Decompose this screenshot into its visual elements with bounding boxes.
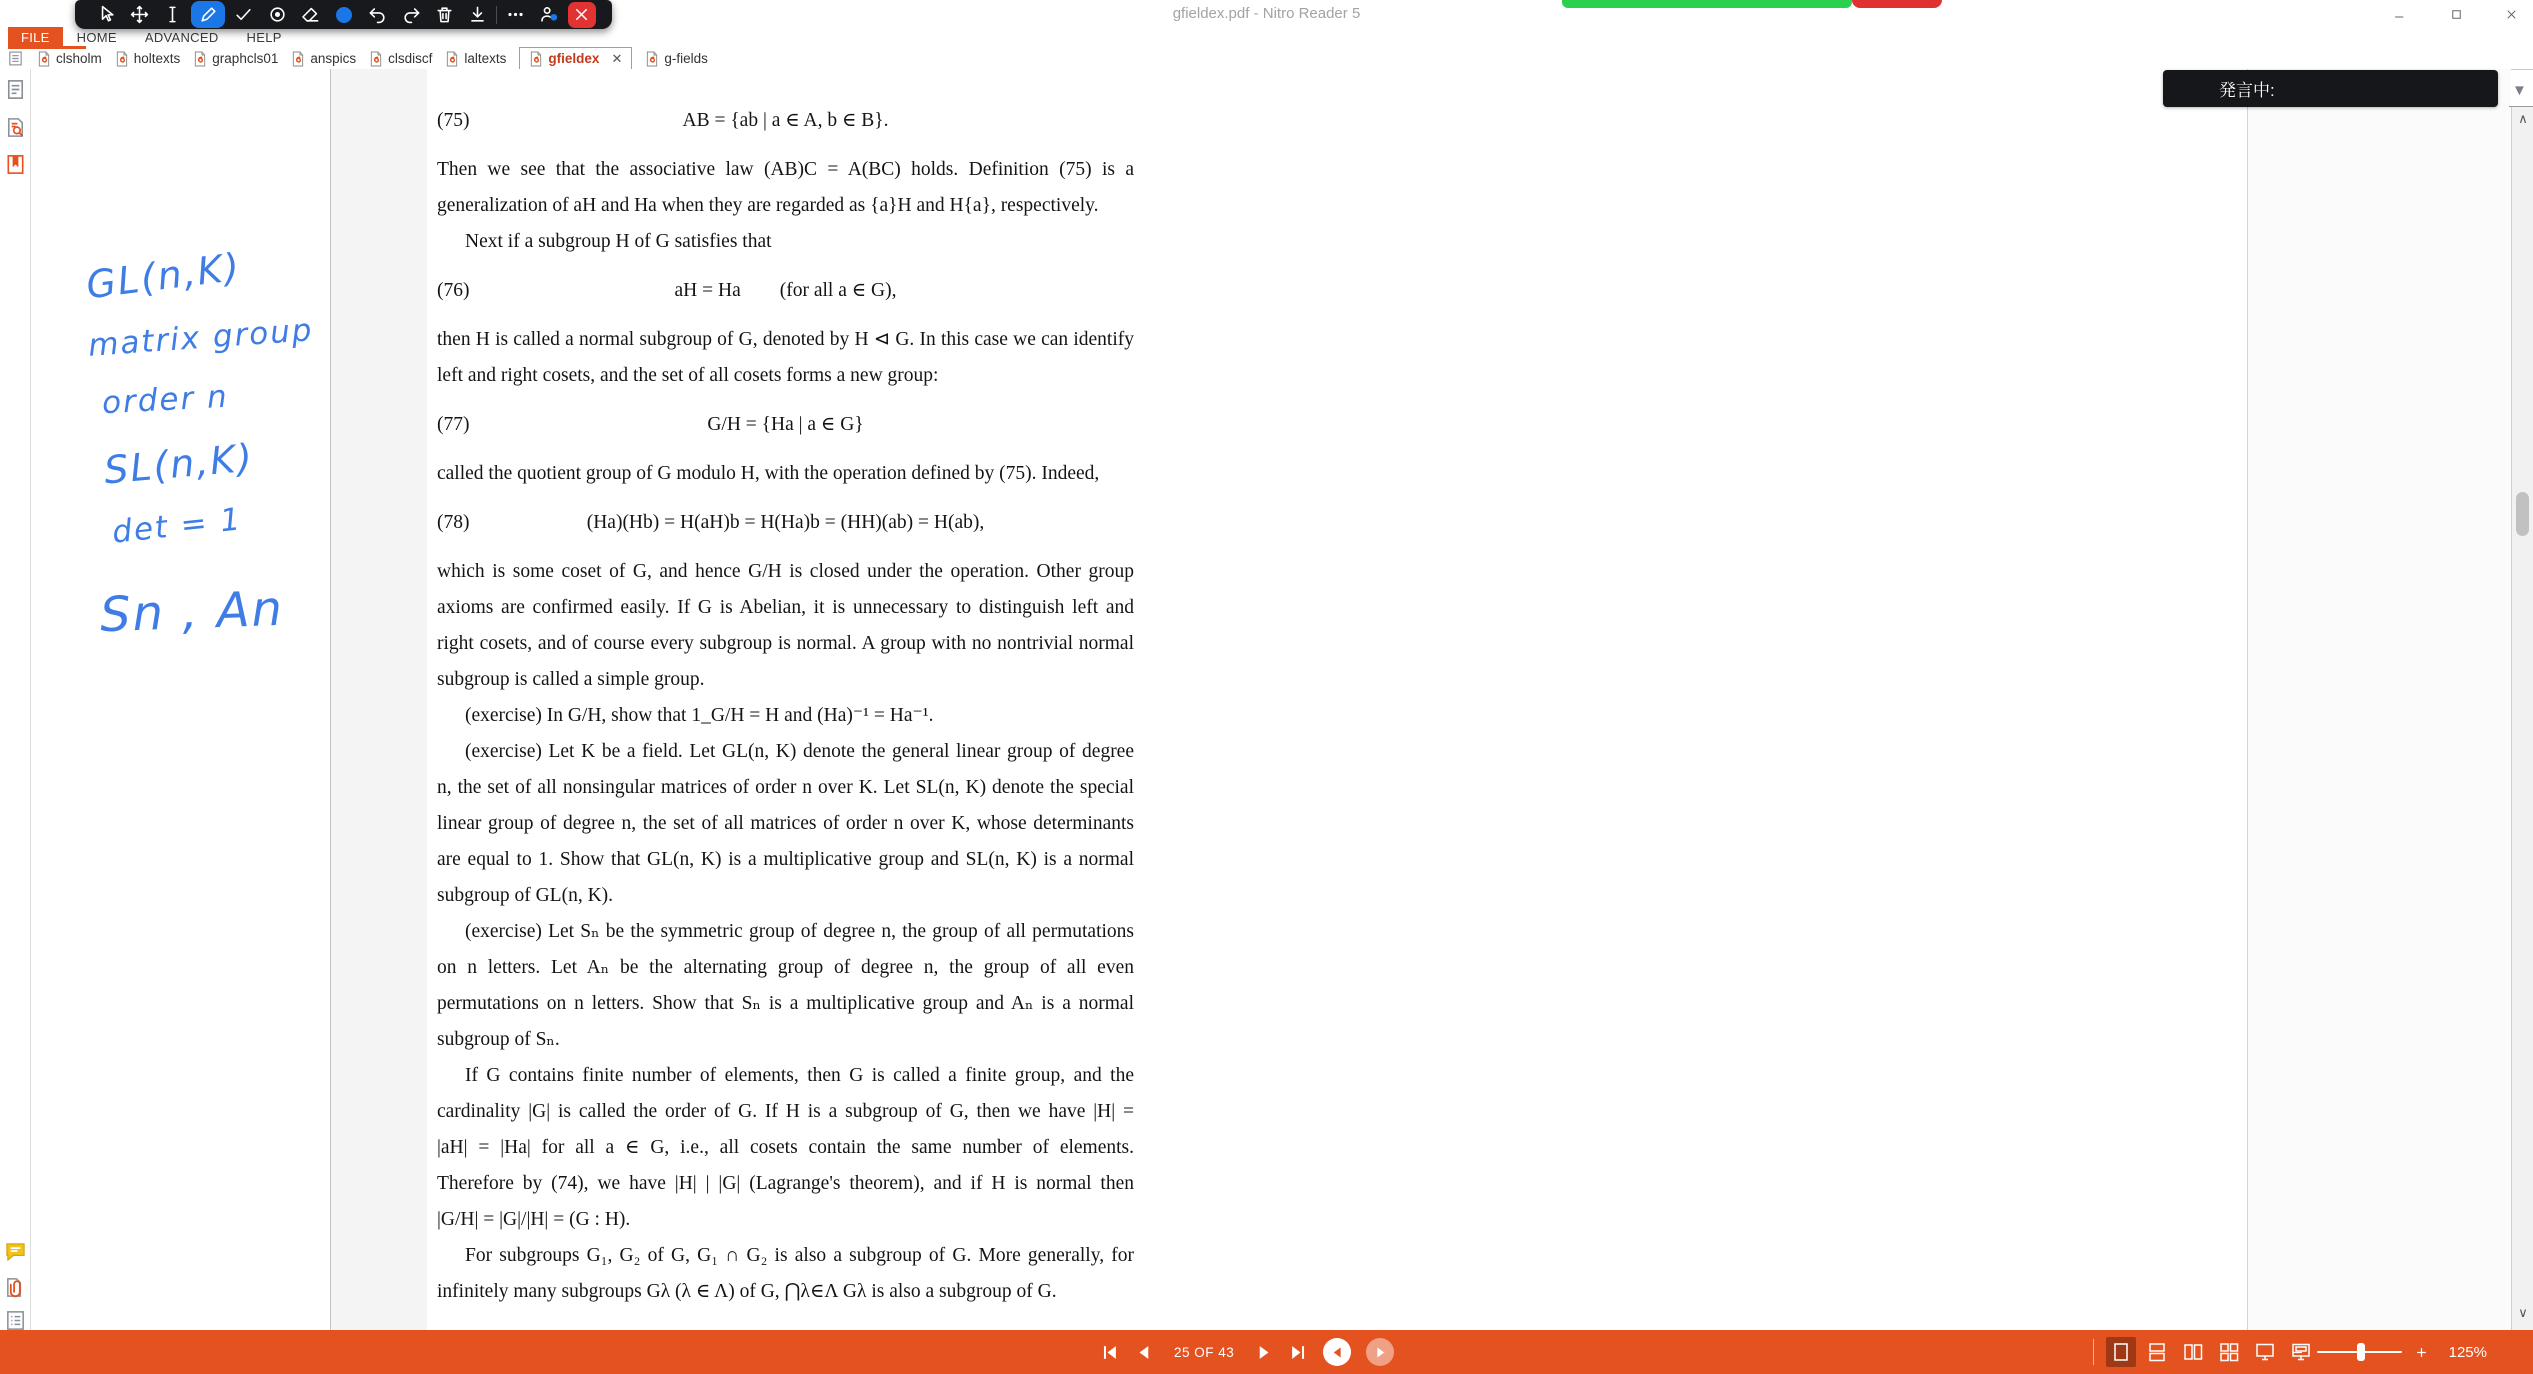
menu-item-file[interactable]: FILE [8, 27, 63, 48]
screen-share-indicator-green [1562, 0, 1852, 8]
text-line: permutations on n letters. Show that Sₙ is a multiplicative group and Aₙ is a normal [437, 993, 1134, 1014]
pdf-file-icon [193, 51, 207, 67]
text-line: which is some coset of G, and hence G/H is closed under the operation. Other group [437, 561, 1134, 582]
undo-icon [368, 5, 387, 24]
more-options-button[interactable] [501, 2, 531, 28]
tab-clsdiscf[interactable] [369, 49, 432, 69]
history-back-button[interactable] [1323, 1338, 1351, 1366]
display-equation [437, 407, 1134, 443]
ring-highlight-tool[interactable] [262, 2, 292, 28]
color-dot-icon [336, 7, 352, 23]
scroll-up-icon[interactable]: ∧ [2518, 111, 2528, 126]
close-window-button[interactable] [2496, 2, 2526, 26]
equation-number: (77) [437, 414, 470, 435]
tab-label: clsdiscf [388, 51, 433, 66]
left-rail [0, 69, 31, 1330]
share-user-button[interactable] [534, 2, 564, 28]
redo-button[interactable] [396, 2, 426, 28]
text-line: subgroup of GL(n, K). [437, 885, 614, 906]
display-equation [437, 505, 1134, 541]
text-line: right cosets, and of course every subgroup is normal. A group with no nontrivial normal [437, 633, 1134, 654]
fit-screen-view-button[interactable] [2250, 1337, 2280, 1367]
speaking-indicator-label: 発言中: [2219, 81, 2275, 100]
download-icon [468, 5, 487, 24]
eraser-tool[interactable] [296, 2, 326, 28]
text-line: (exercise) In G/H, show that 1_G/H = H and (Ha)⁻¹ = Ha⁻¹. [465, 705, 934, 726]
menu-bar [0, 27, 2533, 48]
scroll-down-icon[interactable]: ∨ [2518, 1305, 2528, 1320]
ink-color-swatch[interactable] [329, 2, 359, 28]
ring-icon [268, 5, 287, 24]
text-line: For subgroups G₁, G₂ of G, G₁ ∩ G₂ is also a subgroup of G. More generally, for [465, 1245, 1134, 1266]
tab-label: laltexts [464, 51, 507, 66]
text-line: Then we see that the associative law (AB)C = A(BC) holds. Definition (75) is a [437, 159, 1134, 180]
text-line: (exercise) Let Sₙ be the symmetric group of degree n, the group of all permutations [465, 921, 1134, 942]
text-line: are equal to 1. Show that GL(n, K) is a multiplicative group and SL(n, K) is a normal [437, 849, 1134, 870]
attachments-icon[interactable] [4, 1276, 27, 1299]
pdf-file-icon [445, 51, 459, 67]
two-up-view-button[interactable] [2178, 1337, 2208, 1367]
status-bar [0, 1330, 2533, 1374]
equation-body: aH = Ha (for all a ∈ G), [674, 280, 897, 301]
check-icon [234, 5, 253, 24]
eraser-icon [301, 5, 320, 24]
page-navigation [1100, 1330, 1394, 1374]
share-person-icon [540, 5, 559, 24]
text-line: then H is called a normal subgroup of G, denoted by H ⊲ G. In this case we can identify [437, 329, 1134, 350]
tab-label: clsholm [56, 51, 102, 66]
tab-close-icon[interactable]: ✕ [611, 50, 623, 66]
text-line: Therefore by (74), we have |H| | |G| (Lagrange's theorem), and if H is normal then [437, 1173, 1134, 1194]
page-thumbnails-icon[interactable] [4, 78, 27, 101]
save-button[interactable] [463, 2, 493, 28]
zoom-slider-handle[interactable] [2357, 1343, 2365, 1361]
tab-label: anspics [310, 51, 357, 66]
next-page-button[interactable] [1255, 1343, 1274, 1362]
equation-body: AB = {ab | a ∈ A, b ∈ B}. [682, 110, 889, 131]
text-line: infinitely many subgroups Gλ (λ ∈ Λ) of G, ⋂λ∈Λ Gλ is also a subgroup of G. [437, 1281, 1057, 1302]
ink-annotation: GL(n,K) [83, 244, 244, 308]
display-equation [437, 103, 1134, 139]
last-page-button[interactable] [1289, 1343, 1308, 1362]
ellipsis-icon [506, 5, 525, 24]
text-line: (exercise) Let K be a field. Let GL(n, K) denote the general linear group of degree [465, 741, 1134, 762]
equation-body: G/H = {Ha | a ∈ G} [707, 414, 864, 435]
page-indicator[interactable]: 25 OF 43 [1174, 1344, 1235, 1360]
pdf-file-icon [645, 51, 659, 67]
text-line: n, the set of all nonsingular matrices of order n over K. Let SL(n, K) denote the special [437, 777, 1134, 798]
display-equation [437, 273, 1134, 309]
sidebar-toggle-button[interactable] [7, 49, 27, 68]
ink-annotation: det = 1 [110, 501, 244, 551]
text-tool[interactable] [158, 2, 188, 28]
zoom-in-button[interactable] [2414, 1345, 2429, 1360]
facing-pages-view-button[interactable] [2142, 1337, 2172, 1367]
tab-holtexts[interactable] [115, 49, 181, 69]
text-line: linear group of degree n, the set of all matrices of order n over K, whose determinants [437, 813, 1134, 834]
text-line: cardinality |G| is called the order of G. If H is a subgroup of G, then we have |H| = [437, 1101, 1134, 1122]
comments-icon[interactable] [4, 1240, 27, 1263]
clear-all-button[interactable] [430, 2, 460, 28]
text-line: on n letters. Let Aₙ be the alternating group of degree n, the group of all even [437, 957, 1134, 978]
tab-anspics[interactable] [291, 49, 356, 69]
tab-graphcls01[interactable] [193, 49, 278, 69]
minimize-button[interactable] [2384, 2, 2414, 26]
previous-page-button[interactable] [1134, 1343, 1153, 1362]
view-divider [2093, 1339, 2094, 1365]
move-tool[interactable] [124, 2, 154, 28]
zoom-slider[interactable] [2317, 1351, 2402, 1353]
document-text [437, 103, 1134, 1310]
menu-item-advanced[interactable]: ADVANCED [144, 30, 219, 45]
check-tool[interactable] [229, 2, 259, 28]
grid-view-button[interactable] [2214, 1337, 2244, 1367]
tab-label: graphcls01 [212, 51, 279, 66]
text-line: called the quotient group of G modulo H, with the operation defined by (75). Indeed, [437, 463, 1100, 484]
equation-body: (Ha)(Hb) = H(aH)b = H(Ha)b = (HH)(ab) = H(ab), [586, 512, 985, 533]
pen-tool[interactable] [191, 1, 225, 28]
text-line: Next if a subgroup H of G satisfies that [465, 231, 772, 252]
text-line: axioms are confirmed easily. If G is Abelian, it is unnecessary to distinguish left and [437, 597, 1134, 618]
pdf-file-icon [529, 51, 543, 67]
tab-label: holtexts [133, 51, 181, 66]
ink-annotation: Sn , An [99, 580, 285, 644]
view-mode-buttons [2093, 1330, 2316, 1374]
tab-label: g-fields [664, 51, 708, 66]
zoom-level[interactable]: 125% [2448, 1343, 2487, 1361]
ink-annotation: order n [101, 378, 230, 422]
cursor-icon [97, 5, 116, 24]
tab-overflow-icon[interactable]: ▼ [2512, 82, 2527, 99]
text-line: If G contains finite number of elements, then G is called a finite group, and the [465, 1065, 1134, 1086]
text-line: generalization of aH and Ha when they are regarded as {a}H and H{a}, respectively. [437, 195, 1099, 216]
document-canvas[interactable] [331, 69, 2511, 1330]
text-line: subgroup of Sₙ. [437, 1029, 560, 1050]
tab-laltexts[interactable] [445, 49, 506, 69]
equation-number: (78) [437, 512, 470, 533]
list-view-icon[interactable] [4, 1309, 27, 1332]
tab-gfieldex[interactable] [519, 47, 632, 71]
tab-clsholm[interactable] [37, 49, 102, 69]
text-line: |G/H| = |G|/|H| = (G : H). [437, 1209, 631, 1230]
close-x-icon [572, 5, 591, 24]
pdf-file-icon [291, 51, 305, 67]
file-menu-accent [8, 46, 86, 49]
history-forward-button[interactable] [1366, 1338, 1394, 1366]
pen-icon [199, 5, 218, 24]
first-page-button[interactable] [1100, 1343, 1119, 1362]
speaking-indicator-badge [2163, 70, 2498, 107]
annotation-toolbar [75, 0, 612, 29]
tab-bar [0, 48, 2533, 70]
search-document-icon[interactable] [4, 116, 27, 139]
text-line: subgroup is called a simple group. [437, 669, 705, 690]
redo-icon [402, 5, 421, 24]
zoom-controls [2290, 1330, 2487, 1374]
single-page-view-button[interactable] [2106, 1337, 2136, 1367]
equation-number: (76) [437, 280, 470, 301]
select-tool[interactable] [91, 2, 121, 28]
menu-item-home[interactable]: HOME [76, 30, 117, 45]
document-tabs [37, 47, 708, 71]
tab-label: gfieldex [548, 51, 600, 66]
text-line: |aH| = |Ha| for all a ∈ G, i.e., all cosets contain the same number of elements. [437, 1137, 1134, 1158]
maximize-button[interactable] [2441, 2, 2471, 26]
move-icon [130, 5, 149, 24]
undo-button[interactable] [363, 2, 393, 28]
close-toolbar-button[interactable] [568, 2, 596, 28]
pdf-file-icon [37, 51, 51, 67]
pdf-file-icon [115, 51, 129, 67]
tab-g-fields[interactable] [645, 49, 708, 69]
zoom-out-button[interactable] [2290, 1345, 2305, 1360]
ink-annotation: matrix group [87, 312, 315, 364]
ibeam-icon [163, 5, 182, 24]
page-left-margin [331, 69, 427, 1330]
trash-icon [435, 5, 454, 24]
equation-number: (75) [437, 110, 470, 131]
sidebar-panel [31, 69, 331, 1330]
screen-share-indicator-red [1852, 0, 1942, 8]
vertical-scrollbar[interactable] [2511, 107, 2533, 1330]
page-right-margin [2248, 69, 2511, 1330]
pdf-file-icon [369, 51, 383, 67]
bookmarks-icon[interactable] [4, 153, 27, 176]
text-line: left and right cosets, and the set of all cosets forms a new group: [437, 365, 939, 386]
window-title: gfieldex.pdf - Nitro Reader 5 [1172, 5, 1361, 22]
scrollbar-thumb[interactable] [2516, 492, 2529, 536]
toolbar-divider [496, 6, 497, 24]
menu-item-help[interactable]: HELP [246, 30, 282, 45]
ink-annotation: SL(n,K) [102, 435, 256, 493]
